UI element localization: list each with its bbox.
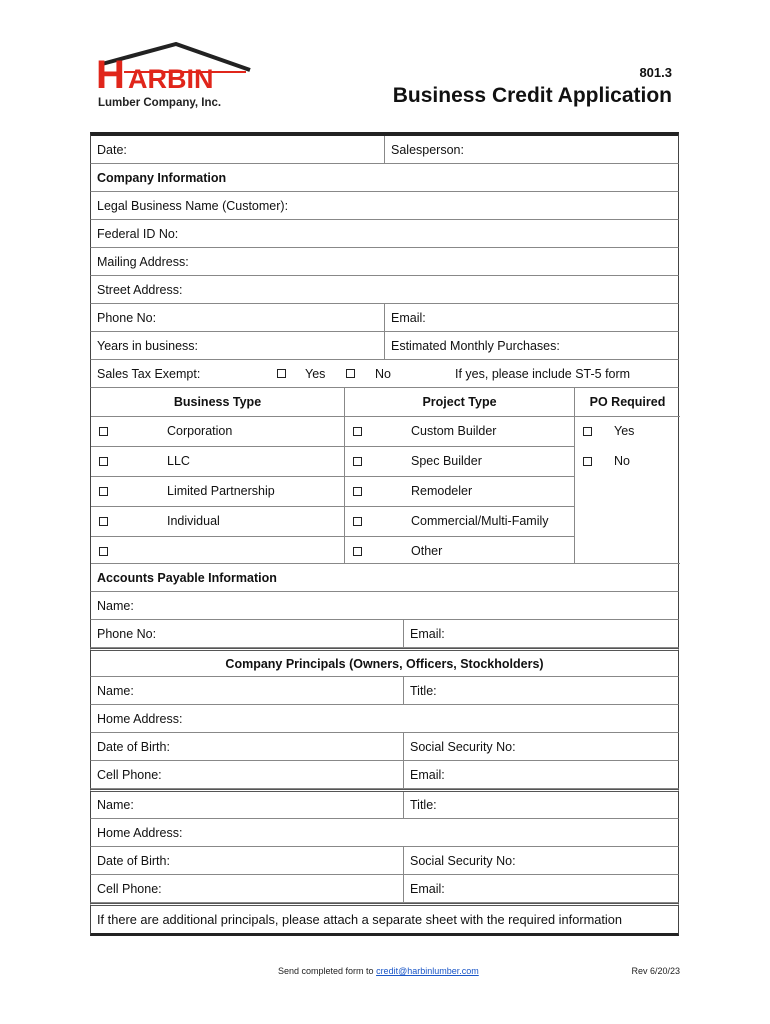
federal-id-field[interactable]: Federal ID No: bbox=[90, 220, 679, 248]
svg-text:H: H bbox=[96, 53, 125, 97]
business-corporation-checkbox[interactable] bbox=[99, 416, 108, 446]
street-address-field[interactable]: Street Address: bbox=[90, 276, 679, 304]
ap-phone-email-row bbox=[90, 620, 679, 648]
project-type-header: Project Type bbox=[422, 395, 497, 409]
form-number: 801.3 bbox=[639, 65, 672, 80]
phone-field[interactable]: Phone No: bbox=[91, 304, 385, 331]
principals-header: Company Principals (Owners, Officers, Stockholders) bbox=[90, 648, 679, 677]
principal2-dob-ssn-row bbox=[90, 847, 679, 875]
tax-exempt-yes-checkbox[interactable] bbox=[277, 360, 286, 387]
project-custom-checkbox[interactable] bbox=[353, 416, 362, 446]
project-custom-label: Custom Builder bbox=[411, 424, 497, 438]
principal2-cell-field[interactable]: Cell Phone: bbox=[91, 875, 404, 902]
date-field[interactable]: Date: bbox=[91, 136, 385, 163]
years-in-business-field[interactable]: Years in business: bbox=[91, 332, 385, 359]
principal2-email-field[interactable]: Email: bbox=[410, 881, 445, 896]
principal1-home-field[interactable]: Home Address: bbox=[90, 705, 679, 733]
phone-email-row bbox=[90, 304, 679, 332]
ap-header: Accounts Payable Information bbox=[90, 564, 679, 592]
salesperson-field[interactable]: Salesperson: bbox=[391, 142, 464, 157]
principal1-dob-field[interactable]: Date of Birth: bbox=[91, 733, 404, 760]
principal1-name-title-row bbox=[90, 677, 679, 705]
principal2-cell-email-row bbox=[90, 875, 679, 903]
company-info-header: Company Information bbox=[90, 164, 679, 192]
svg-text:ARBIN: ARBIN bbox=[128, 64, 214, 94]
mailing-address-field[interactable]: Mailing Address: bbox=[90, 248, 679, 276]
credit-application-form bbox=[90, 132, 679, 936]
project-spec-checkbox[interactable] bbox=[353, 446, 362, 476]
principal1-cell-email-row bbox=[90, 761, 679, 789]
project-other-checkbox[interactable] bbox=[353, 536, 362, 566]
house-roof-icon bbox=[94, 42, 264, 102]
principal2-name-title-row bbox=[90, 789, 679, 819]
credit-email-link[interactable]: credit@harbinlumber.com bbox=[376, 966, 479, 976]
tax-exempt-yes-label: Yes bbox=[305, 366, 326, 381]
project-remodeler-label: Remodeler bbox=[411, 484, 473, 498]
page-title: Business Credit Application bbox=[392, 84, 672, 107]
business-other-checkbox[interactable] bbox=[99, 536, 108, 566]
ap-name-field[interactable]: Name: bbox=[90, 592, 679, 620]
business-individual-label: Individual bbox=[167, 514, 220, 528]
st5-note: If yes, please include ST-5 form bbox=[455, 366, 631, 381]
company-logo bbox=[94, 42, 264, 116]
business-lp-checkbox[interactable] bbox=[99, 476, 108, 506]
years-purchases-row bbox=[90, 332, 679, 360]
logo-subtitle: Lumber Company, Inc. bbox=[98, 97, 222, 109]
date-row bbox=[90, 132, 679, 164]
principal1-cell-field[interactable]: Cell Phone: bbox=[91, 761, 404, 788]
legal-name-field[interactable]: Legal Business Name (Customer): bbox=[90, 192, 679, 220]
project-commercial-checkbox[interactable] bbox=[353, 506, 362, 536]
principal2-name-field[interactable]: Name: bbox=[91, 792, 404, 818]
principal2-home-field[interactable]: Home Address: bbox=[90, 819, 679, 847]
tax-exempt-row bbox=[90, 360, 679, 388]
project-commercial-label: Commercial/Multi-Family bbox=[411, 514, 549, 528]
footer-send-note: Send completed form to credit@harbinlumber.com bbox=[278, 966, 479, 976]
principal2-ssn-field[interactable]: Social Security No: bbox=[410, 853, 516, 868]
po-no-checkbox[interactable] bbox=[583, 446, 592, 476]
principal1-dob-ssn-row bbox=[90, 733, 679, 761]
principal1-name-field[interactable]: Name: bbox=[91, 677, 404, 704]
ap-phone-field[interactable]: Phone No: bbox=[91, 620, 404, 647]
principal1-ssn-field[interactable]: Social Security No: bbox=[410, 739, 516, 754]
business-llc-label: LLC bbox=[167, 454, 190, 468]
principal2-title-field[interactable]: Title: bbox=[410, 798, 437, 812]
additional-principals-note: If there are additional principals, please attach a separate sheet with the required information bbox=[90, 903, 679, 936]
business-llc-checkbox[interactable] bbox=[99, 446, 108, 476]
po-no-label: No bbox=[614, 454, 630, 468]
est-monthly-purchases-field[interactable]: Estimated Monthly Purchases: bbox=[391, 338, 560, 353]
business-lp-label: Limited Partnership bbox=[167, 484, 275, 498]
tax-exempt-label: Sales Tax Exempt: bbox=[97, 366, 201, 381]
ap-email-field[interactable]: Email: bbox=[410, 626, 445, 641]
business-corporation-label: Corporation bbox=[167, 424, 233, 438]
business-type-header: Business Type bbox=[173, 395, 262, 409]
principal2-dob-field[interactable]: Date of Birth: bbox=[91, 847, 404, 874]
project-spec-label: Spec Builder bbox=[411, 454, 482, 468]
types-table bbox=[90, 388, 679, 564]
principal1-title-field[interactable]: Title: bbox=[410, 683, 437, 698]
tax-exempt-no-checkbox[interactable] bbox=[346, 360, 355, 387]
project-remodeler-checkbox[interactable] bbox=[353, 476, 362, 506]
project-other-label: Other bbox=[411, 544, 443, 558]
po-yes-checkbox[interactable] bbox=[583, 416, 592, 446]
principal1-email-field[interactable]: Email: bbox=[410, 767, 445, 782]
tax-exempt-no-label: No bbox=[375, 366, 391, 381]
po-required-header: PO Required bbox=[589, 395, 666, 409]
business-individual-checkbox[interactable] bbox=[99, 506, 108, 536]
revision-date: Rev 6/20/23 bbox=[631, 966, 680, 976]
po-yes-label: Yes bbox=[614, 424, 635, 438]
email-field[interactable]: Email: bbox=[391, 310, 426, 325]
